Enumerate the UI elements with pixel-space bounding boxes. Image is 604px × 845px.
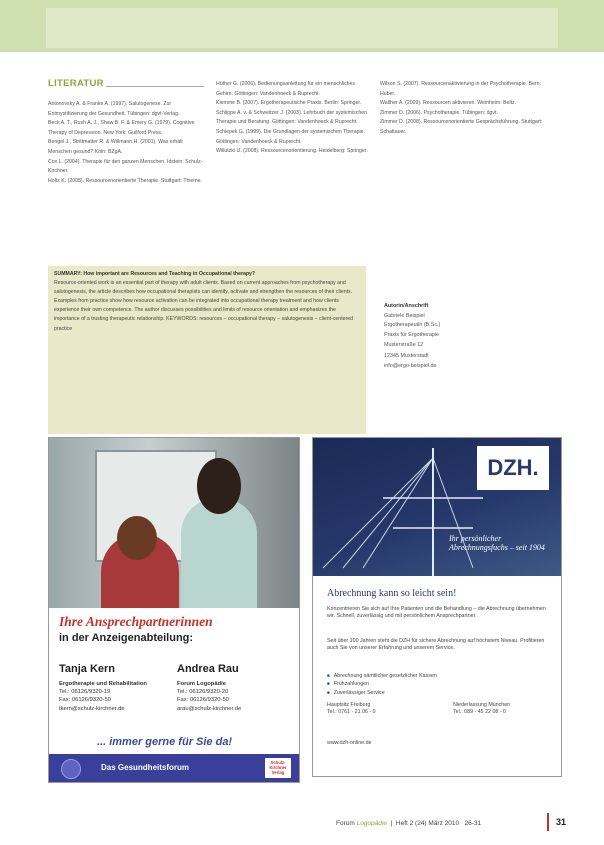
contact-name-2: Andrea Rau <box>177 663 239 675</box>
contact-fax: Fax: 06126/9320-50 <box>59 697 111 704</box>
forum-advertisement[interactable] <box>48 437 300 783</box>
reference-entry: Walther A. (2009). Ressourcen aktivieren. Weinheim: Beltz. <box>380 100 517 107</box>
dzh-contact-line: Hauptsitz Freiburg <box>327 702 371 708</box>
author-email: info@ergo-beispiel.de <box>384 362 437 369</box>
dzh-bullet: ■ Zuverlässiger Service <box>327 689 437 697</box>
dzh-contact-left <box>327 702 376 717</box>
page-range: 26-31 <box>464 820 482 827</box>
ad-footer-text: Das Gesundheitsforum <box>101 763 190 772</box>
contact-email[interactable]: tkern@schulz-kirchner.de <box>59 705 125 712</box>
summary-body: Resource-oriented work is an essential part of therapy with adult clients. Based on current approaches from psychotherapy and salutogenesis, the article describes how occupational therapists can identify, activate and strengthen the resources of their clients. Examples from practice show how resource activation can be integrated into occupational therapy treatment and how clients experience their own competence. The author discusses possibilities and limits of resource orientation and emphasizes the importance of a trusting therapeutic relationship. KEYWORDS: resources – occupational therapy – salutogenesis – client-centered practice <box>54 280 354 332</box>
literature-title-rule <box>106 86 204 87</box>
contact-name-1: Tanja Kern <box>59 663 116 675</box>
ad-footer <box>49 754 299 782</box>
ad-subtitle: in der Anzeigenabteilung: <box>59 632 194 644</box>
footer-divider <box>547 813 549 831</box>
summary-box <box>48 266 366 434</box>
contact-fax: Fax: 06126/9320-50 <box>177 697 229 704</box>
page-number: 31 <box>556 817 567 827</box>
dzh-advertisement[interactable] <box>312 437 562 777</box>
reference-entry: Bengel J., Strittmatter R. & Willmann H. (2001). Was erhält Menschen gesund? Köln: BZgA. <box>48 139 183 155</box>
dzh-contact-right <box>453 702 510 717</box>
dzh-contact-line: Niederlassung München <box>453 702 511 708</box>
reference-entry: Schlippe A. v. & Schweitzer J. (2003). Lehrbuch der systemischen Therapie und Beratung. Göttingen: Vandenhoeck & Ruprecht. <box>216 109 367 126</box>
author-line: Musterstraße 12 <box>384 341 424 348</box>
dzh-contact-line: Tel.: 0761 - 21 06 - 0 <box>327 709 376 716</box>
author-heading: Autorin/Anschrift <box>384 303 429 309</box>
reference-entry: Holtz K. (2008). Ressourcenorientierte Therapie. Stuttgart: Thieme. <box>48 177 203 184</box>
dzh-paragraph-2: Seit über 100 Jahren steht die DZH für sichere Abrechnung auf höchstem Niveau. Profitieren auch Sie von unserer Erfahrung und unserem Service. <box>327 638 545 652</box>
page-footer: Forum Logopädie | Heft 2 (24) März 2010 26-31 <box>336 820 482 827</box>
author-line: Ergotherapeutin (B.Sc.) <box>384 322 441 329</box>
reference-entry: Beck A. T., Rush A. J., Shaw B. F. & Emery G. (1979). Cognitive Therapy of Depression. New York: Guilford Press. <box>48 120 195 136</box>
literature-column-3 <box>380 80 552 138</box>
contact-tel: Tel.: 06126/9320-19 <box>59 689 111 696</box>
author-line: Gabriele Beispiel <box>384 312 425 319</box>
reference-entry: Antonovsky A. & Franke A. (1997). Salutogenese. Zur Entmystifizierung der Gesundheit. Tübingen: dgvt-Verlag. <box>48 101 180 117</box>
contact-info-1 <box>59 680 175 713</box>
photo-person-right <box>181 498 257 608</box>
reference-entry: Klemme B. (2007). Ergotherapeutische Praxis. Berlin: Springer. <box>216 100 362 107</box>
dzh-bullet: ■ Abrechnung sämtlicher gesetzlicher Kassen <box>327 672 437 680</box>
journal-name: Logopädie <box>356 820 387 827</box>
contact-info-2 <box>177 680 295 713</box>
author-address-2 <box>384 352 504 371</box>
dzh-slogan: Ihr persönlicher Abrechnungsfuchs – seit 1904 <box>449 534 545 552</box>
dzh-url-link[interactable]: www.dzh-online.de <box>327 740 372 746</box>
photo-person-right-head <box>197 458 241 514</box>
literature-column-2 <box>216 80 372 157</box>
author-address <box>384 302 504 351</box>
ad-closing: ... immer gerne für Sie da! <box>97 736 233 748</box>
forum-logo-icon <box>61 759 81 779</box>
journal-prefix: Forum <box>336 820 355 827</box>
publisher-badge: Schulz-Kirchner Verlag <box>265 758 291 778</box>
contact-role: Ergotherapie und Rehabilitation <box>59 681 147 687</box>
reference-entry: Zimmer D. (2008). Ressourcenorientierte Gesprächsführung. Stuttgart: Schattauer. <box>380 119 543 135</box>
author-line: 12345 Musterstadt <box>384 353 429 359</box>
ad-title: Ihre Ansprechpartnerinnen <box>59 614 213 629</box>
issue-label: Heft 2 (24) März 2010 <box>395 820 460 827</box>
reference-entry: Schiepek G. (1999). Die Grundlagen der systemischen Therapie. Göttingen: Vandenhoeck & Ruprecht. <box>216 128 365 145</box>
dzh-heading: Abrechnung kann so leicht sein! <box>327 588 457 599</box>
contacts-photo <box>49 438 299 608</box>
literature-title: LITERATUR <box>48 78 104 89</box>
reference-entry: Zimmer D. (2006). Psychotherapie. Tübingen: dgvt. <box>380 109 498 116</box>
contact-tel: Tel.: 06126/9320-20 <box>177 689 229 696</box>
contact-role: Forum Logopädie <box>177 681 226 687</box>
photo-person-left-head <box>117 516 157 560</box>
dzh-paragraph-1: Konzentrieren Sie sich auf Ihre Patienten und die Behandlung – die Abrechnung übernehmen wir. Schnell, zuverlässig und mit persönlichem Ansprechpartner. <box>327 606 546 620</box>
reference-entry: Willutzki U. (2008). Ressourcenorientierung. Heidelberg: Springer. <box>216 148 368 155</box>
ship-photo <box>313 438 561 576</box>
dzh-bullet: ■ Frühzahlungen <box>327 680 437 688</box>
summary-heading: SUMMARY: How important are Resources and Teaching in Occupational therapy? <box>54 271 256 277</box>
dzh-bullet-list <box>327 672 437 697</box>
literature-column-1 <box>48 100 206 186</box>
reference-entry: Hüther G. (2006). Bedienungsanleitung für ein menschliches Gehirn. Göttingen: Vandenhoeck & Ruprecht. <box>216 81 355 97</box>
contact-email[interactable]: arau@schulz-kirchner.de <box>177 705 242 712</box>
reference-entry: Wilson S. (2007). Ressourcenaktivierung in der Psychotherapie. Bern: Huber. <box>380 81 541 97</box>
reference-entry: Cox L. (2004). Therapie für den ganzen Menschen. Idstein: Schulz-Kirchner. <box>48 158 203 175</box>
author-line: Praxis für Ergotherapie <box>384 332 440 339</box>
dzh-contact-line: Tel.: 089 - 45 22 08 - 0 <box>453 709 507 716</box>
dzh-logo: DZH. <box>477 446 549 490</box>
header-band-inner <box>46 8 558 48</box>
